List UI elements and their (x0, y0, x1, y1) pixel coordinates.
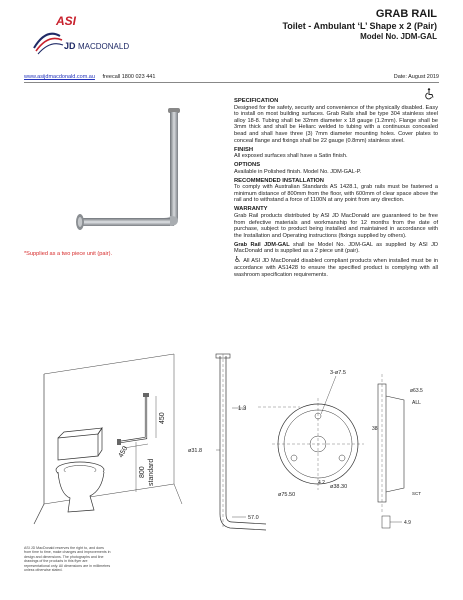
dim-diameter-31-8: ø31.8 (188, 448, 203, 454)
dim-38: 38 (372, 426, 378, 432)
compliance-text: All ASI JD MacDonald disabled compliant products when installed must be in accordance with AS1428 to ensure the specified product is complying with all washroom specification requirements. (234, 258, 439, 278)
warranty-heading: WARRANTY (234, 206, 268, 213)
specification-text: Designed for the safety, security and convenience of the physically disabled. Easy to install on most building surfaces. Grab Rails shall be type 304 stainless steel alloy 18-8. Tubing shall be 32mm diameter x 18 gauge (1.2mm). Flange shall be 3mm thick and shall be Heliarc welded to tubing with a continuous concealed bead and shall have three (3) 7mm diameter mounting holes. Cover plates to conceal flange and fixings shall be 22 gauge (0.8mm) stainless steel. (234, 104, 438, 144)
page-subtitle: Toilet - Ambulant ‘L’ Shape x 2 (Pair) (282, 21, 437, 31)
model-number: Model No. JDM-GAL (360, 32, 437, 41)
dim-3-holes: 3-ø7.5 (330, 370, 346, 376)
logo-asi-text: ASI (56, 14, 77, 28)
website-link[interactable]: www.asijdmacdonald.com.au (24, 74, 95, 80)
installation-text: To comply with Australian Standards AS 1428.1, grab rails must be fastened a minimum distance of 800mm from the floor, with 600mm of clear space above the rail and to withstand a force of 1100N at any point from any direction. (234, 184, 438, 204)
title-block (282, 8, 437, 42)
product-image (70, 108, 200, 238)
label-scale: SCT (412, 491, 421, 496)
installation-heading: RECOMMENDED INSTALLATION (234, 177, 324, 184)
finish-heading: FINISH (234, 146, 254, 153)
options-text: Available in Polished finish. Model No. JDM-GAL-P. (234, 168, 362, 175)
supply-paragraph (234, 242, 438, 255)
header-divider (24, 82, 439, 83)
options-heading: OPTIONS (234, 162, 261, 169)
installation-diagram (24, 354, 184, 540)
dim-4-2: 4.2 (318, 480, 325, 486)
page-title: GRAB RAIL (375, 8, 437, 20)
supply-label: Grab Rail JDM-GAL (234, 241, 290, 248)
specification-heading: SPECIFICATION (234, 98, 279, 104)
dim-1-3mm: 1.3 (238, 406, 247, 412)
specification-section (234, 98, 438, 281)
supplied-note: *Supplied as a two piece unit (pair). (24, 251, 112, 257)
label-all: ALL (412, 400, 421, 406)
document-date: Date: August 2019 (393, 74, 439, 80)
contact-line (24, 74, 155, 80)
logo-jd-text: JD (64, 41, 76, 51)
dim-450-horizontal: 450 (117, 445, 130, 459)
dim-800: 800 (139, 466, 146, 478)
wheelchair-compliance-icon: ♿ (234, 255, 242, 265)
compliance-paragraph (234, 257, 438, 278)
dim-450-vertical: 450 (159, 412, 166, 424)
technical-drawing (188, 354, 446, 544)
logo-macdonald-text: MACDONALD (78, 42, 130, 51)
dim-4-9: 4.9 (404, 520, 411, 526)
dim-diameter-75-50: ø75.50 (278, 492, 296, 498)
dim-57: 57.0 (248, 515, 259, 521)
freecall-number: freecall 1800 023 441 (102, 74, 156, 80)
dim-standard: standard (148, 458, 155, 486)
logo-swoosh-icon (30, 26, 64, 56)
dim-diameter-63-5: ø63.5 (410, 388, 423, 394)
disclaimer-text: ASI JD MacDonald reserves the right to, and does from time to time, make changes and improvements in design and dimensions. The photographs and line drawings of the products in this flyer are representational only. All dimensions are in millimetres unless otherwise stated. (24, 546, 111, 573)
company-logo (30, 14, 140, 54)
finish-text: All exposed surfaces shall have a Satin finish. (234, 153, 348, 160)
warranty-text: Grab Rail products distributed by ASI JD MacDonald are guaranteed to be free from defective materials and workmanship for 12 months from the date of purchase, subject to product being installed and maintained in accordance with the Installation and Operating instructions (fixings supplied by others). (234, 213, 438, 239)
dim-diameter-38-30: ø38.30 (330, 484, 348, 490)
supply-text: shall be Model No. JDM-GAL as supplied by ASI JD MacDonald and is supplied as a 2 piece unit (pair). (234, 241, 438, 255)
